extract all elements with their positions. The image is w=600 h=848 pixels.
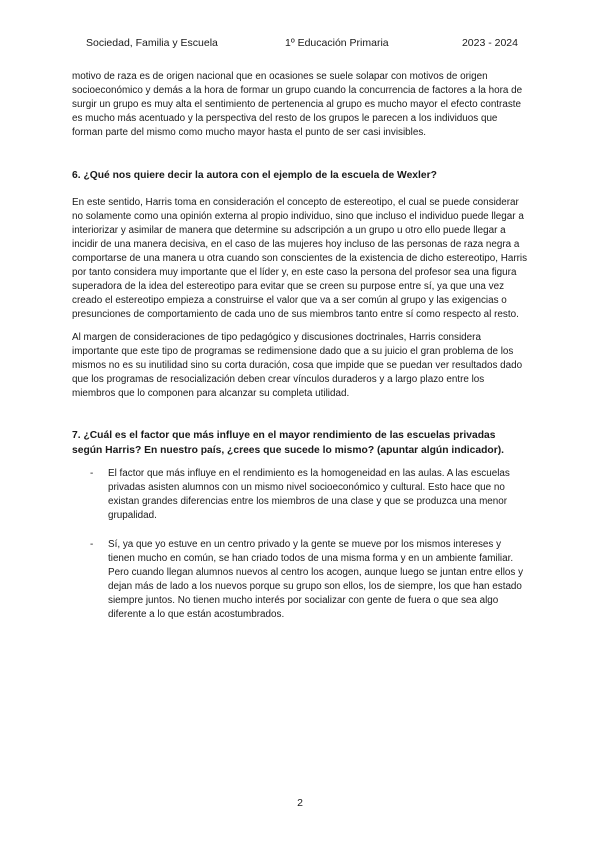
page-header xyxy=(86,37,518,53)
section-6-paragraph-1: En este sentido, Harris toma en consideración el concepto de estereotipo, el cual se puede considerar no solamente como una opinión externa al propio individuo, sino que incluso el individuo puede llegar a interiorizar y asimilar de manera que determine su adscripción a un grupo u otro ello puede llegar a incidir de una manera decisiva, en el caso de las mujeres hoy incluso de las personas de raza negra a comportarse de una manera u otra cuando son conscientes de la existencia de dicho estereotipo, Harris por tanto considera muy importante que el líder y, en este caso la persona del profesor sea una figura superadora de la idea del estereotipo para evitar que se creen su purpose entre sí, ya que una vez creado el estereotipo empieza a construirse el valor que va a ser común al grupo y las exigencias o presunciones de comportamiento de cada uno de sus miembros tanto entre sí como respecto al resto. xyxy=(72,197,528,320)
section-6-paragraph-2: Al margen de consideraciones de tipo pedagógico y discusiones doctrinales, Harris considera importante que este tipo de programas se redimensione dado que a su juicio el gran problema de los mismos no es su inutilidad sino su corta duración, cosa que impide que se puedan ver resultados dado que los programas de resocialización deben crear vínculos duraderos y a largo plazo entre los miembros que lo componen para alcanzar su completa utilidad. xyxy=(72,332,523,399)
list-item-text: Sí, ya que yo estuve en un centro privado y la gente se mueve por los mismos intereses y tienen mucho en común, se han criado todos de una misma forma y en un ambiente familiar. Pero cuando llegan alumnos nuevos al centro los acogen, aunque luego se juntan entre ellos y dejan más de lado a los nuevos porque su grupo son ellos, los de siempre, los que han estado siempre juntos. No tienen mucho interés por socializar con gente de fuera o que sea algo diferente a lo que están acostumbrados. xyxy=(108,539,524,620)
section-7-answer-list xyxy=(72,467,528,622)
header-course-title: Sociedad, Familia y Escuela xyxy=(86,37,218,49)
page-number: 2 xyxy=(297,797,303,809)
section-7-heading: 7. ¿Cuál es el factor que más influye en el mayor rendimiento de las escuelas privadas según Harris? En nuestro país, ¿crees que sucede lo mismo? (apuntar algún indicador). xyxy=(72,430,504,456)
intro-paragraph: motivo de raza es de origen nacional que en ocasiones se suele solapar con motivos de origen socioeconómico y demás a la hora de formar un grupo cuando la concurrencia de factores a la hora de surgir un grupo es muy alta el sentimiento de pertenencia al grupo es mucho mayor el efecto contraste es mucho más acentuado y la perspectiva del resto de los grupos le parecen a los individuos que forman parte del mismo como mucho mayor hasta el punto de ser casi invisibles. xyxy=(72,71,523,138)
section-6-heading: 6. ¿Qué nos quiere decir la autora con el ejemplo de la escuela de Wexler? xyxy=(72,170,437,181)
list-item xyxy=(72,538,528,622)
list-item xyxy=(72,467,528,523)
bullet-dash: - xyxy=(90,468,94,479)
document-body xyxy=(72,70,528,637)
header-academic-year: 2023 - 2024 xyxy=(461,37,518,49)
header-grade: 1º Educación Primaria xyxy=(285,37,389,49)
list-item-text: El factor que más influye en el rendimiento es la homogeneidad en las aulas. A las escuelas privadas asisten alumnos con un mismo nivel socioeconómico y cultural. Esto hace que no existan grandes diferencias entre los miembros de una clase y que se produzca una menor grupalidad. xyxy=(108,468,510,521)
bullet-dash: - xyxy=(90,539,94,550)
